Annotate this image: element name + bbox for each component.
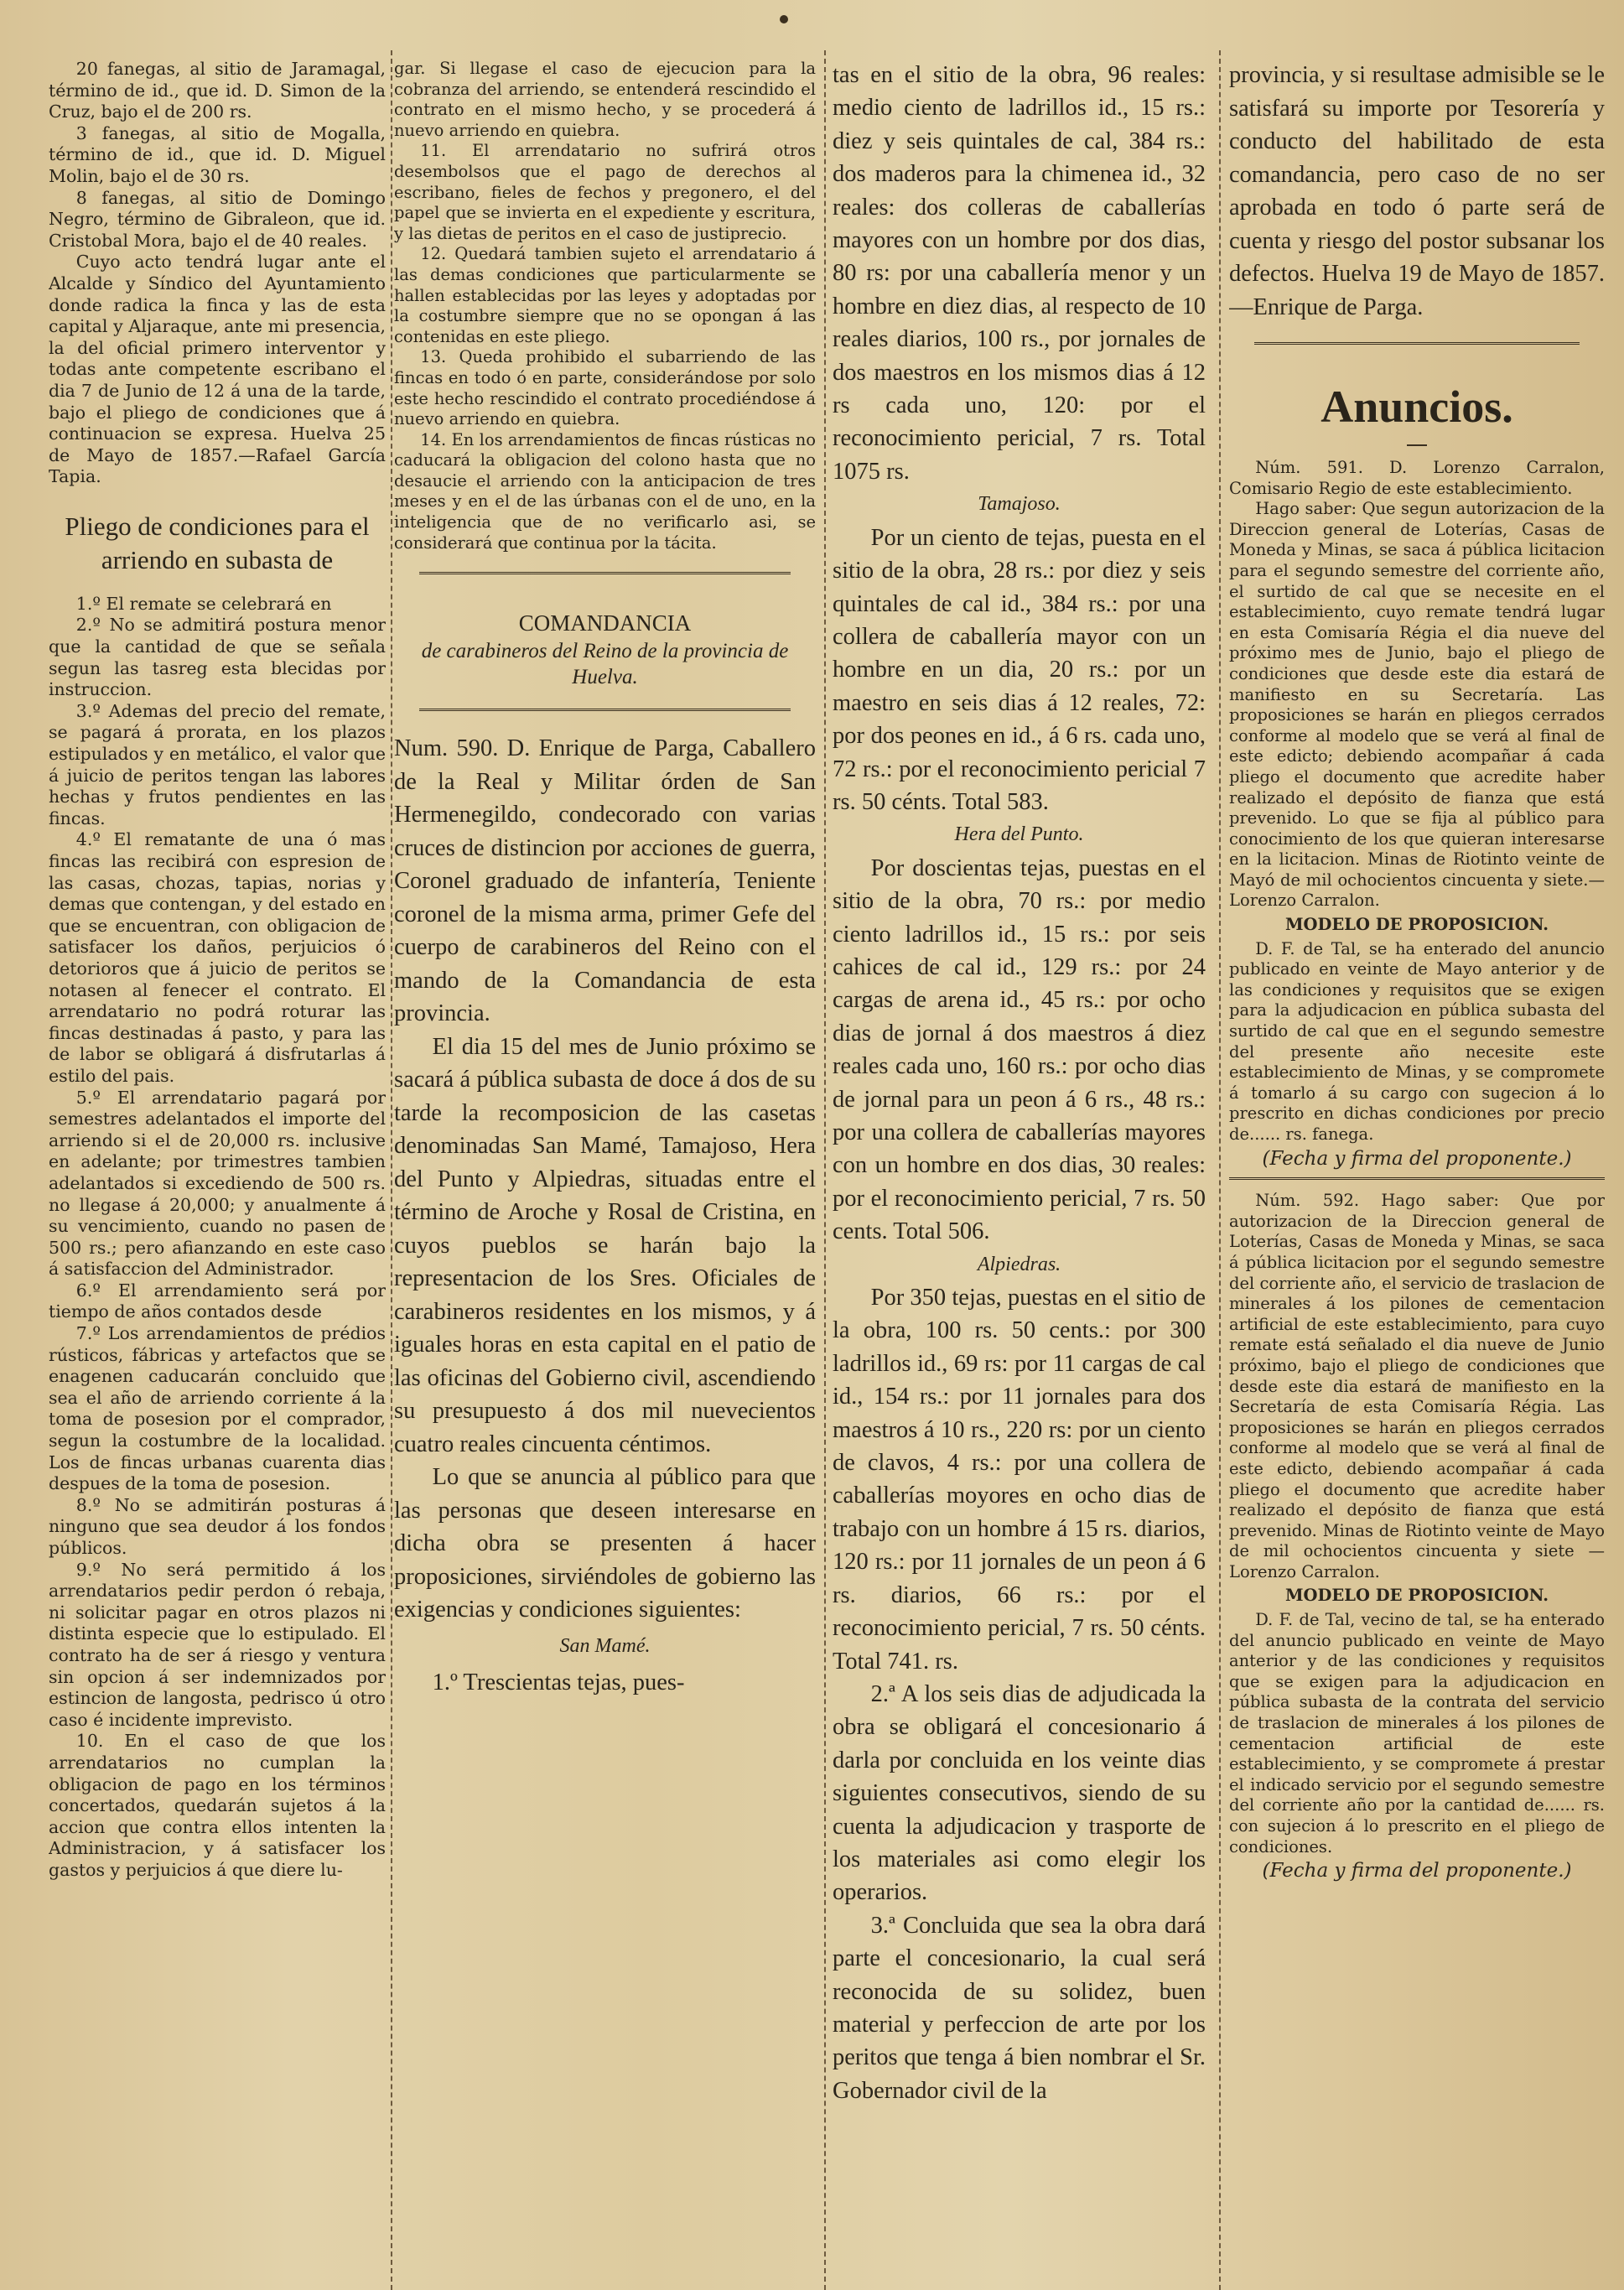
paragraph: D. F. de Tal, se ha enterado del anuncio publicado en veinte de Mayo anterior y de las condiciones y requisitos que se exigen para la adjudicacion en pública subasta del surtido de cal que en el segundo semestre del presente año necesite este establecimiento de Minas, y se compromete á tomarlo á su cargo con sugecion á lo prescrito en dichas condiciones por precio de...... rs. fanega. <box>1229 938 1605 1144</box>
paragraph: Por 350 tejas, puestas en el sitio de la obra, 100 rs. 50 cents.: por 300 ladrillos id., 69 rs: por 11 cargas de cal id., 154 rs.: por 11 jornales para dos maestros á 10 rs., 220 rs: por un ciento de clavos, 4 rs.: por una collera de caballerías moyores en ocho dias de trabajo con un hombre á 15 rs. diarios, 120 rs.: por 11 jornales de un peon á 6 rs. diarios, 66 rs.: por el reconocimiento pericial, 7 rs. 50 cénts. Total 741. rs. <box>833 1285 1206 1675</box>
paragraph: Hago saber: Que segun autorizacion de la Direccion general de Loterías, Casas de Moneda y Minas, se saca á pública licitacion para el segundo semestre del corriente año, el surtido de cal que se necesite en el establecimiento, cuyo remate tendrá lugar en esta Comisaría Régia el dia nueve del próximo mes de Junio, bajo el pliego de condiciones que desde este dia estará de manifiesto en su Secretaría. Las proposiciones se harán en pliegos cerrados conforme al modelo que se verá al final de este edicto; debiendo acompañar á cada pliego el documento que acredite haber realizado el depósito de fianza que está prevenido. Lo que se fija al público para conocimiento de los que quieran interesarse en la licitacion. Minas de Riotinto veinte de Mayó de mil ochocientos cincuenta y siete.—Lorenzo Carralon. <box>1229 499 1605 911</box>
paragraph: 20 fanegas, al sitio de Jaramagal, término de id., que id. D. Simon de la Cruz, bajo el de 200 rs. <box>49 59 386 122</box>
paragraph: 13. Queda prohibido el subarriendo de las fincas en todo ó en parte, considerándose por solo este hecho rescindido el contrato procediéndose á nuevo arriendo en quiebra. <box>394 347 816 429</box>
paragraph: Lo que se anuncia al público para que las personas que deseen interesarse en dicha obra se presenten á hacer proposiciones, sirviéndoles de gobierno las exigencias y condiciones siguientes: <box>394 1464 816 1623</box>
subheading-alpiedras: Alpiedras. <box>977 1253 1061 1275</box>
notice-592: Núm. 592. Hago saber: Que por autorizacion de la Direccion general de Loterías, Casas de Moneda y Minas, se saca á pública licitacion por el segundo semestre del corriente año, el servicio de traslacion de minerales á los pilones de cementacion artificial de este establecimiento, para cuyo remate está señalado el dia nueve de Junio próximo, bajo el pliego de condiciones que desde este dia estará de manifiesto en la Secretaría de esta Comisaría Régia. Las proposiciones se harán en pliegos cerrados conforme al modelo que se verá al final de este edicto, debiendo acompañar á cada pliego el documento que acredite haber realizado el depósito de fianza que está prevenido. Minas de Riotinto veinte de Mayo de mil ochocientos cincuenta y siete —Lorenzo Carralon. <box>1229 1191 1605 1581</box>
section-heading: Pliego de condiciones para el arriendo en subasta de <box>65 511 370 574</box>
paragraph: provincia, y si resultase admisible se le satisfará su importe por Tesorería y conducto del habilitado de esta comandancia, pero caso de no ser aprobada en todo ó parte será de cuenta y riesgo del postor subsanar los defectos. Huelva 19 de Mayo de 1857.—Enrique de Parga. <box>1229 62 1605 320</box>
signature-line: (Fecha y firma del proponente.) <box>1262 1860 1572 1882</box>
column-rule <box>824 50 826 2290</box>
paragraph: Por doscientas tejas, puestas en el sitio de la obra, 70 rs.: por medio ciento ladrillos id., 15 rs.: por seis cahices de cal id., 129 rs.: por 24 cargas de arena id., 45 rs.: por ocho dias de jornal á dos maestros á diez reales cada uno, 160 rs.: por ocho dias de jornal para un peon á 6 rs., 48 rs.: por una collera de caballerías mayores con un hombre en dos dias, 30 reales: por el reconocimiento pericial, 7 rs. 50 cents. Total 506. <box>833 854 1206 1245</box>
paragraph: 12. Quedará tambien sujeto el arrendatario á las demas condiciones que particularmente se hallen establecidas por las leyes y adoptadas por la costumbre siempre que no se opongan á las contenidas en este pliego. <box>394 244 816 346</box>
separator-rule <box>1229 1177 1605 1182</box>
column-4 <box>1229 59 1605 2289</box>
notice-591: Núm. 591. D. Lorenzo Carralon, Comisario Regio de este establecimiento. <box>1229 458 1605 498</box>
condition-item: 5.º El arrendatario pagará por semestres adelantados el importe del arriendo si el de 20,000 rs. inclusive en adelante; por trimestres tambien adelantados si excediendo de 500 rs. no llegase á 20,000; y anualmente á su vencimiento, cuando no pasen de 500 rs.; pero afianzando en este caso á satisfaccion del Administrador. <box>49 1087 386 1280</box>
condition-item: 4.º El rematante de una ó mas fincas las recibirá con espresion de las casas, chozas, tapias, norias y demas que contengan, y del estado en que se encuentran, con obligacion de satisfacer los daños, perjuicios ó detorioros que á juicio de peritos se notasen al fenecer el contrato. El arrendatario no podrá roturar las fincas destinadas á pasto, y para las de labor se obligará á disfrutarlas á estilo del pais. <box>49 829 386 1086</box>
condition-item: 6.º El arrendamiento será por tiempo de años contados desde <box>49 1280 386 1322</box>
paragraph: Cuyo acto tendrá lugar ante el Alcalde y Síndico del Ayuntamiento donde radica la finca y las de esta capital y Aljaraque, ante mi presencia, la del oficial primero interventor y todas ante competente escribano el dia 7 de Junio de 12 á una de la tarde, bajo el pliego de condiciones que á continuacion se expresa. Huelva 25 de Mayo de 1857.—Rafael García Tapia. <box>49 252 386 487</box>
condition-item: 7.º Los arrendamientos de prédios rústicos, fábricas y artefactos que se enagenen caducarán concluido que sea el año de arriendo corriente á la toma de posesion por el comprador, segun la costumbre de la localidad. Los de fincas urbanas cuarenta dias despues de la toma de posesion. <box>49 1323 386 1494</box>
condition-list <box>49 594 386 1882</box>
paragraph: 3 fanegas, al sitio de Mogalla, término de id., que id. D. Miguel Molin, bajo el de 30 rs. <box>49 122 386 186</box>
column-3 <box>833 59 1206 2289</box>
subheading-hera-del-punto: Hera del Punto. <box>954 823 1084 846</box>
signature-line: (Fecha y firma del proponente.) <box>1262 1147 1572 1170</box>
condition-item: 10. En el caso de que los arrendatarios no cumplan la obligacion de pago en los términos concertados, quedarán sujetos á la accion que contra ellos intenten la Administracion, y á satisfacer los gastos y perjuicios á que diere lu- <box>49 1731 386 1880</box>
paragraph: 2.ª A los seis dias de adjudicada la obra se obligará el concesionario á darla por concluida en los veinte dias siguientes consecutivos, siendo de su cuenta la adjudicacion y trasporte de los materiales asi como elegir los operarios. <box>833 1680 1206 1906</box>
ink-blot <box>780 15 788 23</box>
subheading-san-mame: San Mamé. <box>559 1634 651 1657</box>
condition-item: 2.º No se admitirá postura menor que la cantidad de que se señala segun las tasreg esta blecidas por instruccion. <box>49 615 386 700</box>
subheading-tamajoso: Tamajoso. <box>978 493 1061 516</box>
separator-rule <box>419 709 791 714</box>
condition-item: 1.º El remate se celebrará en <box>75 593 332 614</box>
notice-590: Num. 590. D. Enrique de Parga, Caballero de la Real y Militar órden de San Hermenegildo, condecorado con varias cruces de distincion por acciones de guerra, Coronel graduado de infantería, Teniente coronel de la misma arma, primer Gefe del cuerpo de carabineros del Reino con el mando de la Comandancia de esta provincia. <box>394 735 816 1027</box>
paragraph: tas en el sitio de la obra, 96 reales: medio ciento de ladrillos id., 15 rs.: diez y seis quintales de cal, 384 rs.: dos maderos para la chimenea id., 32 reales: dos colleras de caballerías mayores con un hombre por dos dias, 80 rs: por una caballería menor y un hombre en diez dias, al respecto de 10 reales diarios, 100 rs., por jornales de dos maestros en los mismos dias á 12 rs cada uno, 120: por el reconocimiento pericial, 7 rs. Total 1075 rs. <box>833 62 1206 485</box>
paragraph: 14. En los arrendamientos de fincas rústicas no caducará la obligacion del colono hasta que no desaucie el arriendo con la anticipacion de tres meses y en el de las úrbanas con el de uno, en la inteligencia que de no verificarlo asi, se considerará que continua por la tácita. <box>394 429 816 553</box>
separator-rule <box>1254 342 1580 347</box>
short-rule <box>1407 444 1427 446</box>
paragraph: El dia 15 del mes de Junio próximo se sacará á pública subasta de doce á dos de su tarde la recomposicion de las casetas denominadas San Mamé, Tamajoso, Hera del Punto y Alpiedras, situadas entre el término de Aroche y Rosal de Cristina, en cuyos pueblos se harán bajo la representacion de los Sres. Oficiales de carabineros residentes en los mismos, y á iguales horas en esta capital en el patio de las oficinas del Gobierno civil, ascendiendo su presupuesto á dos mil nuevecientos cuatro reales cincuenta céntimos. <box>394 1033 816 1457</box>
condition-item: 8.º No se admitirán posturas á ninguno que sea deudor á los fondos públicos. <box>49 1494 386 1558</box>
condition-item: 3.º Ademas del precio del remate, se pagará á prorata, en los plazos estipulados y en metálico, el valor que á juicio de peritos tengan las labores hechas y frutos pendientes en las fincas. <box>49 700 386 828</box>
column-2 <box>394 59 816 2289</box>
section-subtitle: de carabineros del Reino de la provincia de Huelva. <box>421 640 789 689</box>
section-title: COMANDANCIA <box>518 610 692 636</box>
section-title-anuncios: Anuncios. <box>1320 382 1513 432</box>
paragraph: 3.ª Concluida que sea la obra dará parte el concesionario, la cual será reconocida de su solidez, buen material y perfeccion de arte por los peritos que tenga á bien nombrar el Sr. Gobernador civil de la <box>833 1912 1206 2104</box>
paragraph: Por un ciento de tejas, puesta en el sitio de la obra, 28 rs.: por diez y seis quintales de cal id., 384 rs.: por una collera de caballería mayor con un hombre en un dia, 20 rs.: por un maestro en seis dias á 12 reales, 72: por dos peones en id., á 6 rs. cada uno, 72 rs.: por el reconocimiento pericial 7 rs. 50 cénts. Total 583. <box>833 524 1206 815</box>
model-heading: MODELO DE PROPOSICION. <box>1284 915 1549 935</box>
paragraph: D. F. de Tal, vecino de tal, se ha enterado del anuncio publicado en veinte de Mayo anterior y de las condiciones y requisitos que se exigen para la adjudicacion en pública subasta de la contrata del servicio de traslacion de minerales á los pilones de cementacion artificial de este establecimiento, y se compromete á prestar el indicado servicio por el segundo semestre del corriente año por la cantidad de...... rs. con sujecion á lo prescrito en el pliego de condiciones. <box>1229 1610 1605 1856</box>
paragraph: 11. El arrendatario no sufrirá otros desembolsos que el pago de derechos al escribano, fieles de fechos y pregonero, el del papel que se invierta en el expediente y escritura, y las dietas de peritos en el caso de justiprecio. <box>394 141 816 243</box>
column-1 <box>49 59 386 2289</box>
paragraph: 8 fanegas, al sitio de Domingo Negro, término de Gibraleon, que id. Cristobal Mora, bajo el de 40 reales. <box>49 187 386 251</box>
model-heading: MODELO DE PROPOSICION. <box>1284 1586 1549 1606</box>
paragraph: gar. Si llegase el caso de ejecucion para la cobranza del arriendo, se entenderá rescindido el contrato en el mismo hecho, y se procederá á nuevo arriendo en quiebra. <box>394 59 816 140</box>
separator-rule <box>419 572 791 577</box>
condition-item: 9.º No será permitido á los arrendatarios pedir perdon ó rebaja, ni solicitar pagar en otros plazos ni distinta especie que lo estipulado. El contrato ha de ser á riesgo y ventura sin opcion á ser indemnizados por estincion de langosta, pedrisco ú otro caso é incidente imprevisto. <box>49 1559 386 1730</box>
column-rule <box>1219 50 1221 2290</box>
paragraph: 1.º Trescientas tejas, pues- <box>432 1669 685 1696</box>
column-rule <box>391 50 392 2290</box>
